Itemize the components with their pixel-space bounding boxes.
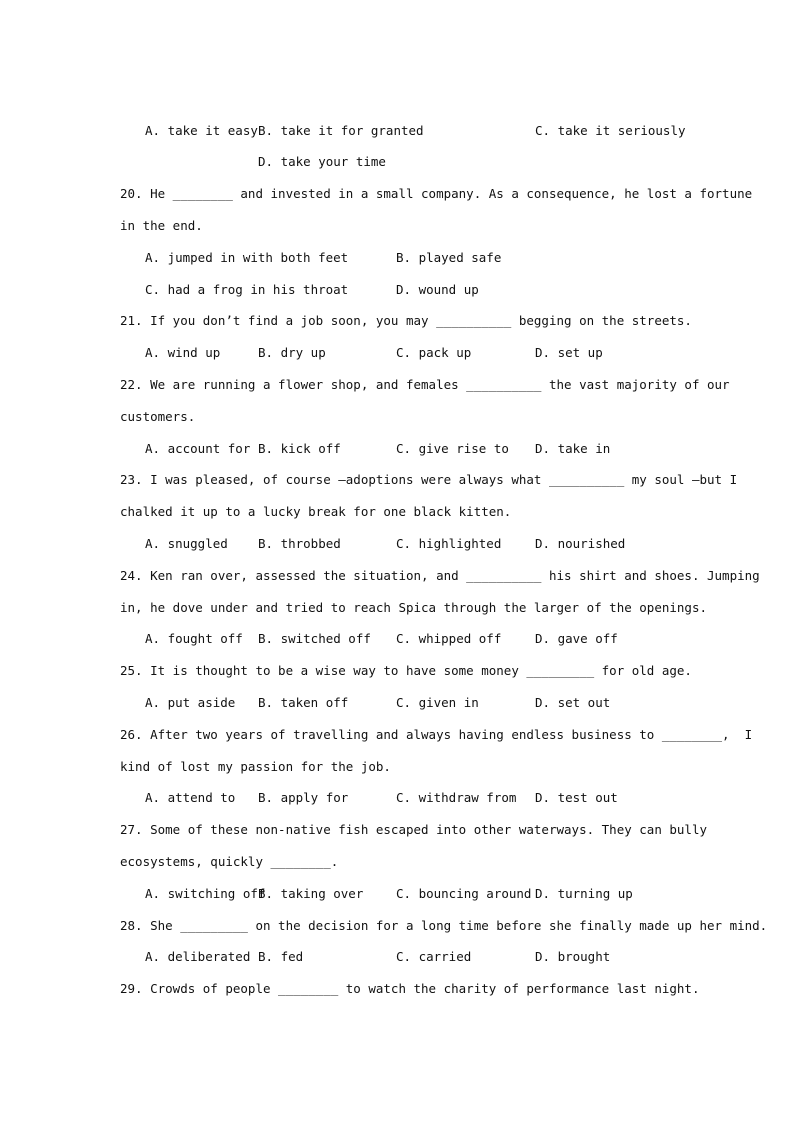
q21-option-d: D. set up <box>535 345 603 360</box>
q27-stem-line-2: ecosystems, quickly ________. <box>120 854 339 869</box>
q20-option-a: A. jumped in with both feet <box>145 250 349 265</box>
q21-stem-line-1: 21. If you don’t find a job soon, you may __________ begging on the streets. <box>120 313 692 328</box>
q23-option-d: D. nourished <box>535 536 626 551</box>
q26-stem-line-2: kind of lost my passion for the job. <box>120 759 391 774</box>
q28-option-d: D. brought <box>535 949 611 964</box>
q20-option-d: D. wound up <box>396 282 479 297</box>
q22-option-c: C. give rise to <box>396 441 509 456</box>
q19-option-a: A. take it easy <box>145 123 258 138</box>
q23-stem-line-1: 23. I was pleased, of course —adoptions were always what __________ my soul —but I <box>120 472 738 487</box>
q24-option-c: C. whipped off <box>396 631 502 646</box>
q22-option-a: A. account for <box>145 441 251 456</box>
q24-option-b: B. switched off <box>258 631 371 646</box>
q19-option-d: D. take your time <box>258 154 386 169</box>
q28-stem-line-1: 28. She _________ on the decision for a long time before she finally made up her mind. <box>120 918 768 933</box>
q19-option-c: C. take it seriously <box>535 123 686 138</box>
q27-option-d: D. turning up <box>535 886 633 901</box>
q21-option-a: A. wind up <box>145 345 221 360</box>
q23-stem-line-2: chalked it up to a lucky break for one black kitten. <box>120 504 512 519</box>
q23-option-c: C. highlighted <box>396 536 502 551</box>
q28-option-c: C. carried <box>396 949 472 964</box>
q20-option-c: C. had a frog in his throat <box>145 282 349 297</box>
q26-option-d: D. test out <box>535 790 618 805</box>
q25-option-a: A. put aside <box>145 695 236 710</box>
q20-option-b: B. played safe <box>396 250 502 265</box>
q24-option-a: A. fought off <box>145 631 243 646</box>
q22-option-b: B. kick off <box>258 441 341 456</box>
q20-stem-line-2: in the end. <box>120 218 203 233</box>
q26-stem-line-1: 26. After two years of travelling and always having endless business to ________, I <box>120 727 753 742</box>
q26-option-b: B. apply for <box>258 790 349 805</box>
q27-option-b: B. taking over <box>258 886 364 901</box>
q27-option-a: A. switching off <box>145 886 266 901</box>
q22-option-d: D. take in <box>535 441 611 456</box>
q25-option-c: C. given in <box>396 695 479 710</box>
q28-option-a: A. deliberated <box>145 949 251 964</box>
q26-option-a: A. attend to <box>145 790 236 805</box>
q26-option-c: C. withdraw from <box>396 790 517 805</box>
q25-option-b: B. taken off <box>258 695 349 710</box>
q20-stem-line-1: 20. He ________ and invested in a small company. As a consequence, he lost a fortune <box>120 186 753 201</box>
q27-stem-line-1: 27. Some of these non-native fish escaped into other waterways. They can bully <box>120 822 707 837</box>
q24-option-d: D. gave off <box>535 631 618 646</box>
q28-option-b: B. fed <box>258 949 304 964</box>
q25-option-d: D. set out <box>535 695 611 710</box>
q19-option-b: B. take it for granted <box>258 123 424 138</box>
q24-stem-line-1: 24. Ken ran over, assessed the situation, and __________ his shirt and shoes. Jumping <box>120 568 760 583</box>
q25-stem-line-1: 25. It is thought to be a wise way to have some money _________ for old age. <box>120 663 692 678</box>
q21-option-c: C. pack up <box>396 345 472 360</box>
q21-option-b: B. dry up <box>258 345 326 360</box>
q23-option-b: B. throbbed <box>258 536 341 551</box>
q24-stem-line-2: in, he dove under and tried to reach Spica through the larger of the openings. <box>120 600 707 615</box>
q22-stem-line-2: customers. <box>120 409 196 424</box>
q29-stem-line-1: 29. Crowds of people ________ to watch the charity of performance last night. <box>120 981 700 996</box>
q27-option-c: C. bouncing around <box>396 886 532 901</box>
q22-stem-line-1: 22. We are running a flower shop, and females __________ the vast majority of our <box>120 377 730 392</box>
q23-option-a: A. snuggled <box>145 536 228 551</box>
